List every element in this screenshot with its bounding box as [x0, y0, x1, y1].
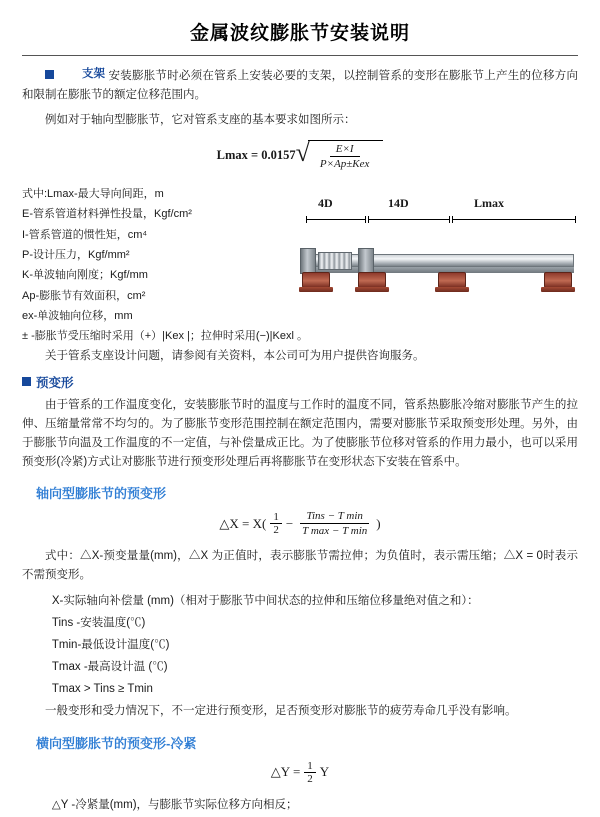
figure-labels	[296, 196, 578, 214]
legend-item: I-管系管道的惯性矩，cm⁴	[22, 228, 148, 241]
page-title: 金属波纹膨胀节安装说明	[189, 23, 410, 44]
figure-label-4d: 4D	[318, 195, 333, 210]
predeform-section-heading	[22, 373, 578, 391]
anchor-left	[300, 248, 316, 274]
legend-item: 式中:Lmax-最大导向间距，m	[22, 187, 164, 200]
legend-item: ex-单波轴向位移，mm	[22, 309, 133, 322]
sqrt-icon: √ $\frac{E\times I}{\text{P×Ap±Kex}}$	[296, 140, 384, 172]
lateral-note: △Y -冷紧量(mm)，与膨胀节实际位移方向相反；	[51, 798, 298, 811]
support-block	[544, 272, 572, 288]
formula-numerator: E×I	[330, 143, 360, 157]
axial-frac-numerator: Tins − T min	[300, 510, 368, 524]
legend-and-figure-row	[22, 184, 578, 347]
dimension-4d	[306, 219, 366, 220]
axial-formula-half	[270, 511, 282, 536]
axial-subsection-heading: 轴向型膨胀节的预变形	[36, 486, 167, 502]
predeform-paragraph: 由于管系的工作温度变化，安装膨胀节时的温度与工作时的温度不同，管系热膨胀冷缩对膨胀节产生的拉伸、压缩量常常不均匀的。为了膨胀节变形范围控制在额定范围内，需要对膨胀节采取预变形处理。另外，由于膨胀节向温及工作温度的不一定值，与补偿量成正比。为了使膨胀节位移对管系的作用力最小，也可以采用预变形(冷紧)方式让对膨胀节进行预变形处理后再将膨胀节在变形状态下安装在管系中。	[22, 398, 578, 468]
dimension-lmax	[452, 219, 576, 220]
axial-formula-lhs: △X = X(	[219, 515, 267, 531]
main-formula	[22, 137, 578, 172]
legend-item: Ap-膨胀节有效面积，cm²	[22, 289, 146, 302]
support-block	[358, 272, 386, 288]
legend-item: E-管系管道材料弹性投量，Kgf/cm²	[22, 208, 192, 221]
symbol-legend	[22, 184, 308, 347]
bullet-square-icon	[22, 377, 31, 386]
axial-formula-minus: −	[285, 515, 294, 531]
figure-label-lmax: Lmax	[474, 195, 504, 210]
predeform-heading-label: 预变形	[36, 375, 74, 390]
axial-formula	[22, 510, 578, 537]
axial-legend-item: X-实际轴向补偿量 (mm)（相对于膨胀节中间状态的拉伸和压缩位移量绝对值之和）：	[51, 595, 479, 608]
formula-denominator: P×Ap±Kex	[319, 157, 370, 170]
support-closing-paragraph: 关于管系支座设计问题，请参阅有关资料，本公司可为用户提供咨询服务。	[45, 349, 425, 362]
half-numerator: 1	[304, 760, 316, 773]
support-paragraph-1	[22, 65, 578, 105]
dimension-14d	[368, 219, 450, 220]
anchor-right	[358, 248, 374, 274]
legend-item: ± -膨胀节受压缩时采用（+）|Kex |；拉伸时采用(−)|Kexl 。	[22, 330, 308, 343]
axial-legend-item: Tmin-最低设计温度(℃)	[51, 639, 170, 652]
title-divider	[22, 55, 578, 56]
support-paragraph-1-text: 安装膨胀节时必须在管系上安装必要的支架，以控制管系的变形在膨胀节上产生的位移方向和限制在膨胀节的额定位移范围内。	[22, 69, 579, 101]
bullet-square-icon	[45, 70, 54, 79]
lateral-formula	[22, 760, 578, 785]
legend-item: K-单波轴向刚度；Kgf/mm	[22, 269, 148, 282]
figure-label-14d: 14D	[388, 195, 409, 210]
axial-legend-item: Tmax > Tins ≥ Tmin	[51, 682, 153, 695]
half-denominator: 2	[273, 524, 279, 537]
support-heading-label: 支架	[82, 68, 105, 80]
axial-legend-item: Tmax -最高设计温 (℃)	[51, 660, 168, 673]
legend-item: P-设计压力，Kgf/mm²	[22, 248, 130, 261]
axial-formula-fraction	[296, 510, 373, 537]
support-block	[438, 272, 466, 288]
axial-legend-item: Tins -安装温度(℃)	[51, 617, 146, 630]
axial-frac-denominator: T max − T min	[302, 525, 368, 538]
lateral-subsection-heading: 横向型膨胀节的预变形-冷紧	[36, 735, 197, 751]
axial-formula-explanation: 式中：△X-预变量量(mm)，△X 为正值时，表示膨胀节需拉伸；为负值时，表示需压缩；△X = 0时表示不需预变形。	[22, 550, 578, 582]
axial-formula-rhs: )	[376, 515, 381, 531]
pipe-diagram	[296, 228, 578, 304]
half-numerator: 1	[270, 511, 282, 524]
lateral-formula-half	[304, 760, 316, 785]
half-denominator: 2	[307, 772, 313, 785]
lateral-formula-rhs: Y	[319, 764, 330, 780]
support-block	[302, 272, 330, 288]
bellows-expansion-joint	[318, 252, 352, 270]
figure-dimension-lines	[296, 214, 578, 226]
support-paragraph-2: 例如对于轴向型膨胀节，它对管系支座的基本要求如图所示：	[45, 113, 356, 126]
axial-note: 一般变形和受力情况下，不一定进行预变形，足否预变形对膨胀节的疲劳寿命几乎没有影响。	[45, 704, 517, 717]
formula-lhs: Lmax = 0.0157	[216, 148, 296, 163]
pipe-support-figure	[296, 184, 578, 304]
support-section-heading	[45, 65, 105, 84]
lateral-formula-lhs: △Y =	[270, 764, 301, 780]
